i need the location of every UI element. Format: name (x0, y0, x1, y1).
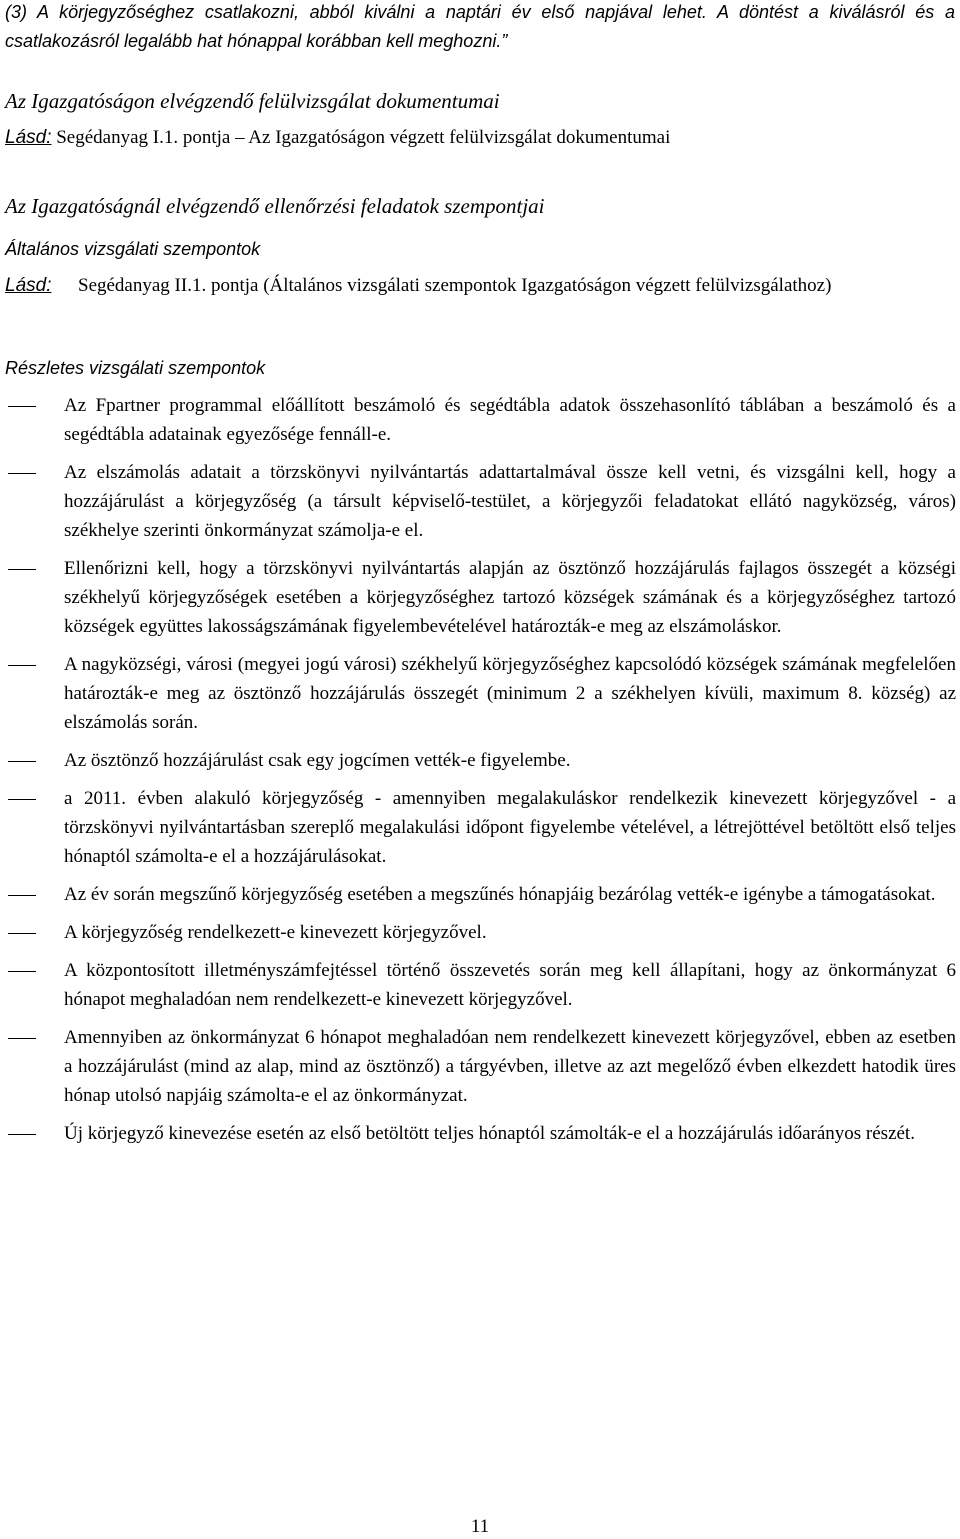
list-item (0, 554, 960, 641)
list-item (0, 880, 960, 909)
list-item-text: Ellenőrizni kell, hogy a törzskönyvi nyilvántartás alapján az ösztönző hozzájárulás fajlagos összegét a községi székhelyű körjegyzőségek esetében a körjegyzőséghez tartozó községek számának és a körjegyzőséghez tartozó községek együttes lakosságszámának figyelembevételével határozták-e meg az elszámoláskor. (64, 558, 956, 637)
list-item-text: A központosított illetményszámfejtéssel történő összevetés során meg kell állapítani, hogy az önkormányzat 6 hónapot meghaladóan nem rendelkezett-e kinevezett körjegyzővel. (64, 960, 956, 1010)
list-item (0, 746, 960, 775)
list-item (0, 956, 960, 1014)
list-item (0, 1119, 960, 1148)
list-item (0, 458, 960, 545)
subheading-general-criteria: Általános vizsgálati szempontok (5, 239, 261, 259)
list-item (0, 650, 960, 737)
list-item-text: Az ösztönző hozzájárulást csak egy jogcímen vették-e figyelembe. (64, 750, 571, 771)
criteria-list (0, 391, 960, 1157)
reference-label: Lásd: (5, 275, 52, 296)
reference-text: Segédanyag II.1. pontja (Általános vizsgálati szempontok Igazgatóságon végzett felülvizsgálathoz) (78, 275, 832, 296)
list-item-text: A nagyközségi, városi (megyei jogú városi) székhelyű körjegyzőséghez kapcsolódó községek számának megfelelően határozták-e meg az ösztönző hozzájárulás összegét (minimum 2 a székhelyen kívüli, maximum 8. község) az elszámolás során. (64, 654, 956, 733)
list-item-text: Az Fpartner programmal előállított beszámoló és segédtábla adatok összehasonlító táblában a beszámoló és a segédtábla adatainak egyezősége fennáll-e. (64, 395, 956, 445)
list-item (0, 784, 960, 871)
list-item-text: a 2011. évben alakuló körjegyzőség - amennyiben megalakuláskor rendelkezik kinevezett körjegyzővel - a törzskönyvi nyilvántartásban szereplő megalakulási időpont figyelembe vételével, a létrejöttével betöltött első teljes hónaptól számolta-e el a hozzájárulásokat. (64, 788, 956, 867)
section-heading-documents: Az Igazgatóságon elvégzendő felülvizsgálat dokumentumai (5, 89, 500, 113)
page-number: 11 (470, 1516, 490, 1537)
list-item (0, 918, 960, 947)
list-item (0, 391, 960, 449)
reference-label: Lásd: (5, 127, 52, 148)
list-item-text: Új körjegyző kinevezése esetén az első betöltött teljes hónaptól számolták-e el a hozzájárulás időarányos részét. (64, 1123, 915, 1144)
intro-paragraph: (3) A körjegyzőséghez csatlakozni, abból kiválni a naptári év első napjával lehet. A döntést a kiválásról és a csatlakozásról legalább hat hónappal korábban kell meghozni.” (5, 2, 955, 51)
reference-text: Segédanyag I.1. pontja – Az Igazgatóságon végzett felülvizsgálat dokumentumai (56, 127, 671, 148)
list-item-text: Az év során megszűnő körjegyzőség esetében a megszűnés hónapjáig bezárólag vették-e igénybe a támogatásokat. (64, 884, 936, 905)
list-item-text: Amennyiben az önkormányzat 6 hónapot meghaladóan nem rendelkezett kinevezett körjegyzővel, ebben az esetben a hozzájárulást (mind az alap, mind az ösztönző) a tárgyévben, illetve az azt megelőző évben elkezdett hatodik üres hónap utolsó napjáig számolta-e el az önkormányzat. (64, 1027, 956, 1106)
section-heading-inspection: Az Igazgatóságnál elvégzendő ellenőrzési feladatok szempontjai (5, 194, 545, 218)
list-item-text: Az elszámolás adatait a törzskönyvi nyilvántartás adattartalmával össze kell vetni, és vizsgálni kell, hogy a hozzájárulást a körjegyzőség (a társult képviselő-testület, a körjegyzői feladatokat ellátó nagyközség, város) székhelye szerinti önkormányzat számolja-e el. (64, 462, 956, 541)
reference-line-1 (5, 123, 955, 153)
subheading-detailed-criteria: Részletes vizsgálati szempontok (5, 358, 266, 378)
reference-line-2 (5, 271, 957, 300)
list-item (0, 1023, 960, 1110)
list-item-text: A körjegyzőség rendelkezett-e kinevezett körjegyzővel. (64, 922, 487, 943)
